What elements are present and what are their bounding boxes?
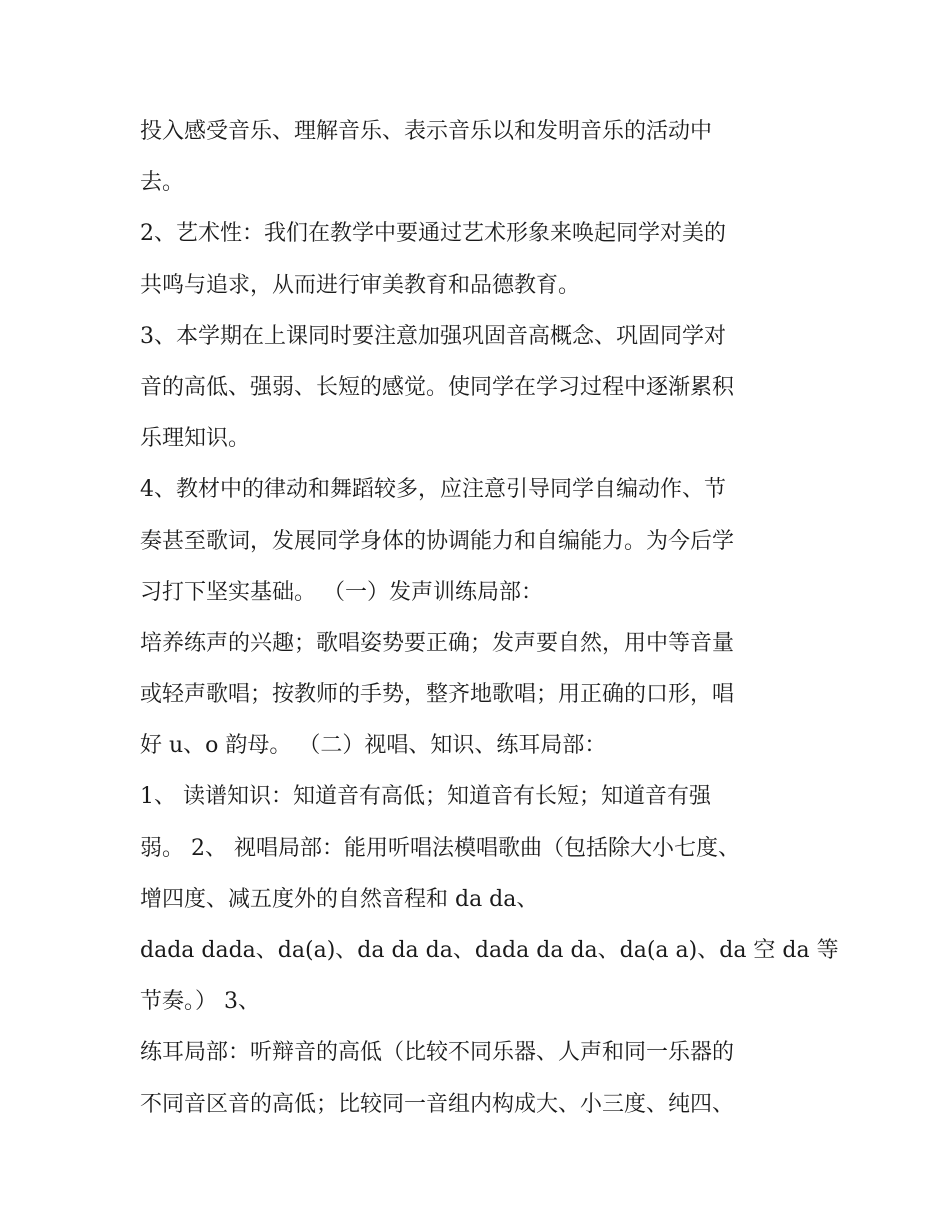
text-line: 2、艺术性：我们在教学中要通过艺术形象来唤起同学对美的 (140, 221, 726, 247)
text-line: 4、教材中的律动和舞蹈较多，应注意引导同学自编动作、节 (140, 477, 726, 503)
body-text (140, 106, 839, 1130)
text-line: 练耳局部：听辩音的高低（比较不同乐器、人声和同一乐器的 (140, 1040, 735, 1066)
text-line: 节奏。） 3、 (140, 989, 260, 1015)
text-line: dada dada、da(a)、da da da、dada da da、da(a a)、da 空 da 等 (140, 938, 839, 963)
text-line: 培养练声的兴趣；歌唱姿势要正确；发声要自然，用中等音量 (140, 630, 735, 656)
text-line: 共鸣与追求，从而进行审美教育和品德教育。 (140, 272, 581, 298)
text-line: 乐理知识。 (140, 426, 251, 452)
text-line: 或轻声歌唱；按教师的手势，整齐地歌唱；用正确的口形，唱 (140, 682, 735, 708)
text-line: 增四度、减五度外的自然音程和 da da、 (140, 886, 539, 912)
text-line: 3、本学期在上课同时要注意加强巩固音高概念、巩固同学对 (140, 323, 726, 349)
text-line: 弱。 2、 视唱局部：能用听唱法模唱歌曲（包括除大小七度、 (140, 835, 740, 861)
text-line: 好 u、o 韵母。 （二）视唱、知识、练耳局部： (140, 733, 607, 759)
text-line: 1、 读谱知识：知道音有高低；知道音有长短；知道音有强 (140, 784, 711, 810)
text-line: 投入感受音乐、理解音乐、表示音乐以和发明音乐的活动中 (140, 119, 713, 144)
text-line: 不同音区音的高低；比较同一音组内构成大、小三度、纯四、 (140, 1091, 735, 1117)
text-line: 奏甚至歌词，发展同学身体的协调能力和自编能力。为今后学 (140, 528, 735, 554)
text-line: 去。 (140, 170, 185, 196)
text-line: 音的高低、强弱、长短的感觉。使同学在学习过程中逐渐累积 (140, 374, 735, 400)
text-line: 习打下坚实基础。 （一）发声训练局部： (140, 579, 543, 605)
